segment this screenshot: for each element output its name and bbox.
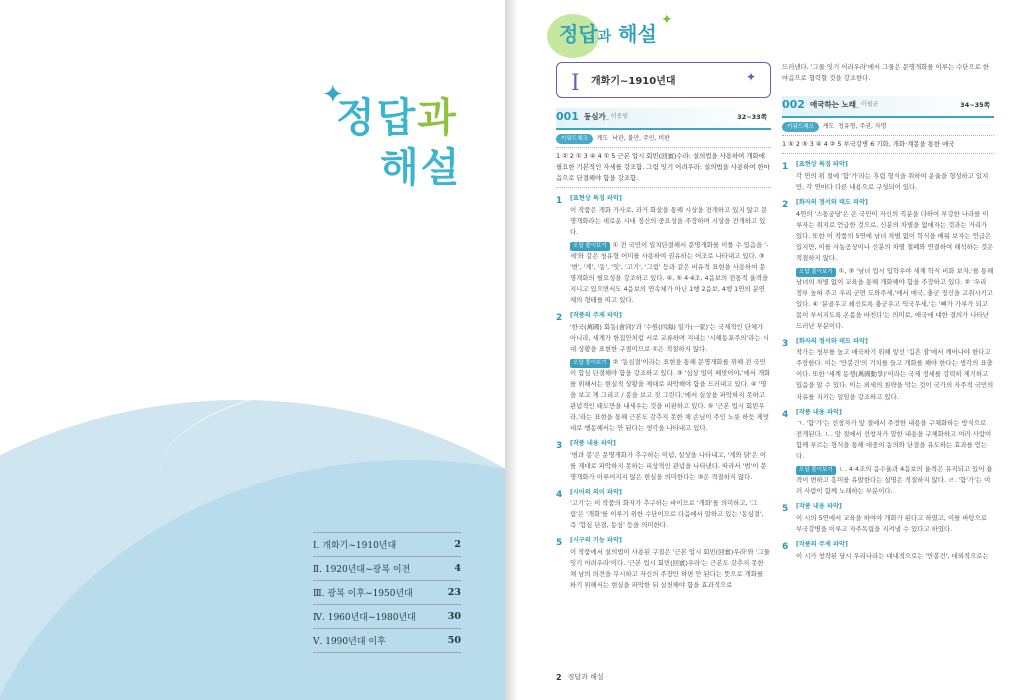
explanation-list [556, 194, 771, 591]
tip-text: ①, ③ '남녀 업시 입학우야 세계 학식 비화 보자,'를 통해 남녀의 차별 없이 교육을 통해 개화해야 함을 주장하고 있다. ② '우리 정부 높혀 주고 우리 군면 도와주세,'에서 애국, 충군 정신을 고취시키고 있다. ④ '분골우고 쇄신토록 충군우고 익국우세,'는 '뼈가 가루가 되고 몸이 부서지도록 온몸을 바친다'는 의미로, 애국에 대한 결의가 나타난 드러난 부분이다. [796, 266, 994, 330]
item-text: 이 작품에서 설의법이 사용된 구절은 '근본 업시 회빈(回賓)우라'와 '그물 잇기 어려우라'이다. '근본 업시 회빈(回賓)우라'는 근본도 갖추지 못한 채 남의 의견을 무시하고 자신의 주장만 하면 안 된다는 뜻으로 개화를 하기 위해서는 현실을 파악한 뒤 실천해야 함을 효과적으로 [570, 547, 770, 589]
explanation-item [782, 160, 994, 193]
toc-label: Ⅳ. 1960년대~1980년대 [313, 613, 416, 623]
page-gutter [505, 0, 519, 700]
toc-label: Ⅲ. 광복 이후~1950년대 [313, 589, 413, 599]
item-body [796, 502, 994, 535]
tip-text: ㄴ. 4·4조의 음수율과 4음보의 율격은 유지되고 있어 율격이 변하고 흥미를 유발한다는 설명은 적절하지 않다. ㄹ. '함'가'는 여러 사람이 함께 노래하는 부분이다. [796, 465, 993, 496]
item-text: 이 시의 5연에서 교육을 하여야 개화가 된다고 하였고, 이를 바탕으로 부국강병을 이루고 자주독립을 지켜낼 수 있다고 하였다. [796, 513, 988, 533]
page-number: 2 [556, 672, 562, 682]
explanation-item [556, 488, 771, 532]
tip-block [796, 464, 994, 497]
toc-page: 30 [447, 611, 461, 622]
item-tag: [작품 내용 파악] [570, 439, 616, 447]
question-number: 002 [782, 98, 805, 112]
cover-title-line1: 정답과 [336, 95, 458, 141]
tip-block [796, 266, 994, 332]
question-author: _ 이중원 [605, 113, 629, 121]
item-number: 2 [782, 199, 789, 210]
toc-page: 2 [454, 539, 461, 550]
toc-row[interactable] [313, 557, 461, 581]
item-body [796, 337, 994, 403]
item-number: 1 [782, 162, 789, 173]
toc-row[interactable] [313, 581, 461, 605]
item-tag: [시구의 기능 파악] [570, 537, 622, 545]
keyword-row [556, 134, 771, 144]
question-pages: 32~33쪽 [737, 112, 767, 121]
item-body [570, 194, 771, 306]
item-text: 각 연의 위 절에 '함'가'라는 후렴 형식을 취하여 운율을 형성하고 있지만, 각 연마다 다른 내용으로 구성되어 있다. [796, 171, 989, 191]
item-number: 1 [556, 196, 563, 207]
right-column [782, 62, 994, 562]
item-number: 2 [556, 313, 563, 324]
keywords: 낙관, 불안, 주인, 비판 [612, 134, 670, 142]
item-tag: [시어의 의미 파악] [570, 488, 622, 496]
question-title: 애국하는 노래 [809, 100, 857, 110]
explanation-item [782, 540, 994, 562]
question-pages: 34~35쪽 [960, 100, 990, 109]
item-tag: [작품의 주제 파악] [796, 540, 848, 548]
explanation-item [556, 194, 771, 306]
item-tag: [작품의 주제 파악] [570, 312, 622, 320]
item-tag: [표현상 특징 파악] [570, 195, 622, 203]
item-tag: [화자의 정서와 태도 파악] [796, 337, 868, 345]
keywords: 청유형, 주권, 자명 [838, 122, 887, 130]
sparkle-icon: ✦ [322, 80, 344, 110]
item-number: 5 [782, 504, 789, 515]
page-footer [556, 672, 604, 682]
item-tag: [작품 내용 파악] [796, 503, 842, 511]
toc-label: Ⅴ. 1990년대 이후 [313, 637, 386, 647]
left-column [556, 62, 771, 591]
item-body [570, 488, 771, 532]
tip-text: ① 전 국민이 일치단결해서 문명개화를 이룰 수 있음을 '-세'와 같은 청유형 어미를 사용하여 권유하는 어조로 나타내고 있다. ③ '변', '게', '동', '잇', '고기', '그림' 등과 같은 비유적 표현을 사용하여 문명개화의 필요성을 강조하고 있다. ④, ⑤ 4·4조, 4음보의 전통적 율격을 지니고 있으면서도 4음보의 연속체가 아닌 1행 2음보, 4행 1연의 분연체의 형태를 띠고 있다. [570, 240, 769, 305]
item-number: 5 [556, 538, 563, 549]
explanation-item [556, 311, 771, 434]
star-icon: ✦ [745, 70, 756, 84]
keyword-row [782, 122, 994, 132]
footer-label: 정답과 해설 [567, 673, 604, 681]
item-text: 이 시가 창작된 당시 우리나라는 대내적으로는 '만봉건', 대외적으로는 [796, 551, 989, 560]
item-text: '범과 봉'은 문명개화가 추구하는 이념, 실상을 나타내고, '게와 닭'은 이를 제대로 파악하지 못하는 피상적인 관념을 나타낸다. 따라서 '범'이 문명개화가 이루어지지 않은 현실을 의미한다는 ③은 적절하지 않다. [570, 450, 767, 481]
tip-block [570, 240, 771, 306]
answer-page [519, 0, 1024, 700]
item-tag: [화자의 정서와 태도 파악] [796, 198, 868, 206]
tip-block [570, 357, 771, 434]
item-number: 6 [782, 541, 789, 552]
item-tag: [작품 내용 파악] [796, 408, 842, 416]
item-number: 4 [556, 489, 563, 500]
item-body [570, 439, 771, 483]
explanation-list [782, 160, 994, 561]
cover-title-line2: 해설 [380, 145, 462, 191]
item-text: 4연의 '스통궁당'은 온 국민이 자신의 직분을 다하여 부강한 나라를 이루자는 취지로 언급한 것으로, 신분의 차별을 없애자는 것과는 거리가 있다. 또한 이 작품의 5연에 남녀 차별 없이 학식을 배워 보자는 언급은 있지만, 이를 사농공상이나 신분의 차별 철폐와 연결하여 해석하는 것은 적절하지 않다. [796, 209, 994, 262]
toc-label: Ⅱ. 1920년대~광복 이전 [313, 565, 411, 575]
unit-title-box [556, 62, 771, 98]
item-number: 4 [782, 409, 789, 420]
explanation-item [782, 337, 994, 403]
question-header [782, 96, 994, 118]
item-text: 이 작품은 개화 가사로, 과거 화살을 통해 시상을 전개하고 있지 않고 문명개화라는 새로운 시대 정신의 중요성을 주장하며 시상을 전개하고 있다. [570, 205, 768, 236]
item-number: 3 [556, 440, 563, 451]
tip-badge: 오답 풀이보기 [796, 466, 836, 475]
explanation-item [782, 502, 994, 535]
question-author: _ 이필균 [856, 101, 879, 109]
tip-text: ② '동심결'이라는 표현을 통해 문명개화를 위해 전 국민이 합심 단결해야 함을 강조하고 있다. ③ '심상 일이 배맞아야,'에서 개화를 위해서는 현실적 상황을 제대로 파악해야 함을 드러내고 있다. ④ '명을 보고 게 그리고 / 봉을 보고 짓 그린다,'에서 실상을 파악하지 못하고 관념적인 태도만을 내세우는 것을 비판하고 있다. ⑤ '근본 업시 회빈우라,'라는 표현을 통해 근본도 갖추지 못한 채 손님이 주인 노릇 하듯 제멋대로 행동해서는 안 된다는 생각을 나타내고 있다. [570, 357, 771, 432]
explanation-item [556, 536, 771, 591]
explanation-item [782, 198, 994, 332]
keyword-badge: 키워드체크 [556, 134, 593, 144]
item-body [570, 311, 771, 434]
answer-key: 1 ⑤ 2 ⑤ 3 ④ 4 ② 5 부국강병 6 기화, 개화·계몽을 통한 애국 [782, 135, 994, 154]
toc-label: Ⅰ. 개화기~1910년대 [313, 541, 397, 551]
toc-page: 23 [447, 587, 461, 598]
item-text: 작가는 청부를 높고 애국하기 위해 앞선 '깁흔 잠'에서 깨어나야 한다고 주장한다. 이는 '만봉건'의 기치를 들고 개화를 해야 한다는 생각의 표출이다. 또한 '세계 동쟁(萬國動爭)'이라는 국제 정세를 강력히 제기하고 있음을 알 수 있다. 이는 외세의 침략을 막는 것이 국가의 자주적 국민의 자유를 지키는 일임을 강조하고 있다. [796, 348, 994, 401]
toc-page: 4 [454, 563, 461, 574]
explanation-item [556, 439, 771, 483]
cover-page [0, 0, 505, 700]
item-body [796, 160, 994, 193]
tip-badge: 오답 풀이보기 [796, 268, 836, 277]
keyword-badge: 키워드체크 [782, 122, 819, 132]
item-body [796, 408, 994, 498]
table-of-contents [313, 532, 461, 653]
unit-roman-numeral: I [571, 71, 580, 96]
item-body [796, 540, 994, 562]
explanation-item [782, 408, 994, 498]
item-body [796, 198, 994, 332]
item-tag: [표현상 특징 파악] [796, 161, 848, 169]
question-title: 동심가 [583, 112, 606, 121]
star-icon: ✦ [661, 12, 673, 28]
continued-text: 드러낸다. '그물 잇기 어려우라'에서 그물은 문명개화를 이루는 수단으로 한마음으로 협력할 것을 강조한다. [782, 63, 989, 83]
item-text: ㄱ. '함'가'는 선창자가 앞 절에서 주장한 내용을 구체화하는 방식으로 전개된다. ㄴ. 앞 절에서 선창자가 말한 내용을 구체화하고 여러 사람이 함께 부르는 형식을 통해 대중의 동의와 단결을 유도하는 효과를 얻는다. [796, 419, 992, 461]
question-header [556, 108, 771, 130]
unit-title: 개화기~1910년대 [591, 76, 676, 87]
answer-key: 1 ② 2 ① 3 ④ 4 ① 5 근본 업시 회빈(回賓)수라: 설의법을 사용하여 개화에 필요한 기본적인 자세를 강조함. 그림 잇기 어려우라: 설의법을 사용하여 한마음으로 단결해야 함을 강조함. [556, 147, 771, 188]
item-text: '고기'는 이 작품의 화자가 추구하는 바이므로 '개화'를 의미하고, '그림'은 '개화'를 이루기 위한 수단이므로 다음에서 말하고 있는 '동심결', 즉 '합심 단결, 동심' 등을 의미한다. [570, 499, 764, 530]
item-body [570, 536, 771, 591]
keyword-extra: 계도 [822, 122, 835, 130]
toc-row[interactable] [313, 629, 461, 653]
toc-row[interactable] [313, 605, 461, 629]
toc-page: 50 [447, 635, 461, 646]
keyword-extra: 계도 [596, 134, 609, 142]
tip-badge: 오답 풀이보기 [570, 359, 610, 368]
item-text: '한국(萬國) 회동(會同)'과 '수원(四海) 일가(一家)'는 국제적인 단체가 아니라, 세계가 한집안처럼 서로 교류하며 지내는 '시해동포주의'라는 시대 상황을 표현한 구절이므로 ①은 적절하지 않다. [570, 322, 769, 353]
toc-row[interactable] [313, 532, 461, 557]
page-header-title: 정답과 해설 [559, 22, 657, 46]
item-number: 3 [782, 338, 789, 349]
question-number: 001 [556, 110, 579, 123]
tip-badge: 오답 풀이보기 [570, 242, 610, 251]
